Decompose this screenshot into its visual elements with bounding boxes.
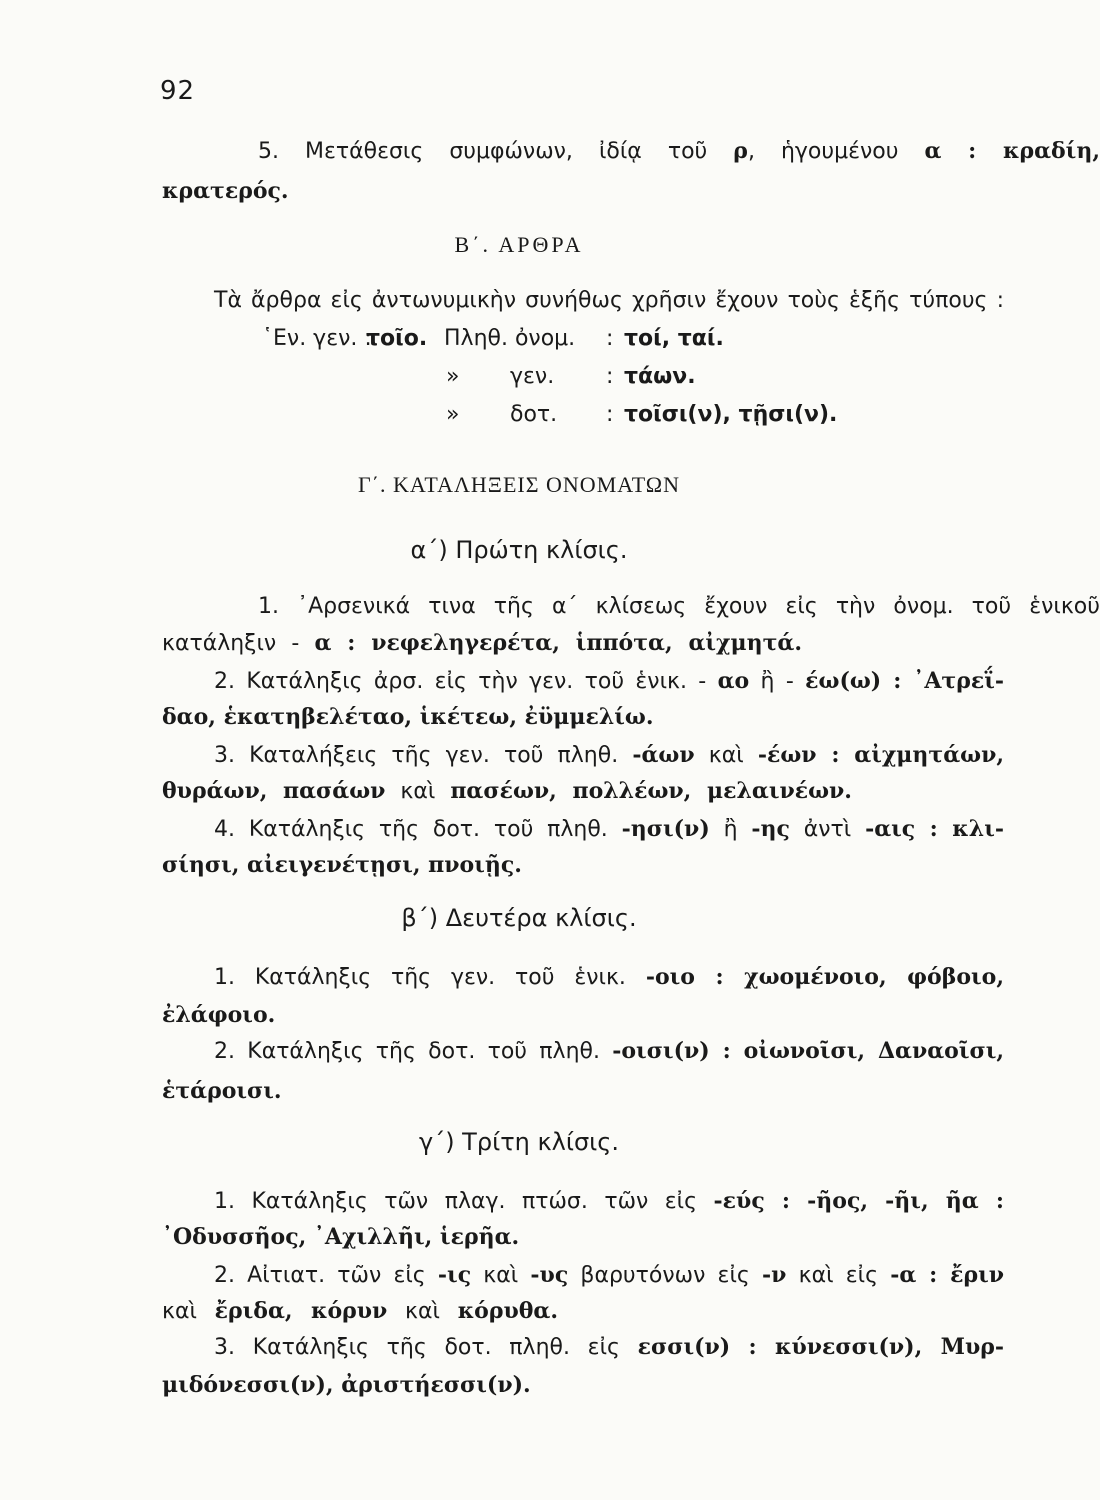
- bold-text: α : νεφεληγερέτα, ἱππότα, αἰχμητά.: [314, 630, 802, 656]
- bold-text: αο: [717, 668, 750, 694]
- first-item-1-line-1: 1. ᾿Αρσενικά τινα τῆς α΄ κλίσεως ἔχουν εἰς τὴν ὀνομ. τοῦ ἑνικοῦ: [258, 594, 1100, 619]
- paragraph-5-line-1: [258, 136, 1100, 167]
- bold-text: -ν: [762, 1262, 787, 1288]
- text: καὶ: [405, 1299, 440, 1324]
- text: 2. Κατάληξις τῆς δοτ. τοῦ πληθ.: [214, 1039, 600, 1064]
- subheading-first-declension: α΄) Πρώτη κλίσις.: [410, 536, 628, 564]
- cell: τοῖο.: [366, 326, 428, 351]
- text: ἀντὶ: [803, 817, 852, 842]
- bold-text: ᾿Οδυσσῆος, ᾿Αχιλλῆι, ἱερῆα.: [162, 1224, 520, 1250]
- text: 4. Κατάληξις τῆς δοτ. τοῦ πληθ.: [214, 817, 608, 842]
- section-heading-endings: Γ΄. ΚΑΤΑΛΗΞΕΙΣ ΟΝΟΜΑΤΩΝ: [358, 472, 680, 497]
- bold-text: κρατερός.: [162, 178, 289, 204]
- cell: »: [446, 364, 460, 389]
- third-item-3-line-1: [214, 1332, 1004, 1363]
- bold-text: -α : ἔριν: [890, 1262, 1005, 1288]
- cell: τοῖσι(ν), τῇσι(ν).: [624, 402, 838, 427]
- text: ἢ -: [760, 669, 794, 694]
- second-item-2-line-2: [162, 1076, 1004, 1107]
- text: καὶ: [162, 1299, 197, 1324]
- first-item-2-line-2: [162, 702, 1004, 733]
- cell: τάων.: [624, 364, 696, 389]
- cell: τοί, ταί.: [624, 326, 724, 351]
- bold-text: -έων : αἰχμητάων,: [757, 742, 1005, 768]
- bold-text: ἑτάροισι.: [162, 1078, 282, 1104]
- second-item-1-line-2: [162, 1000, 1004, 1031]
- bold-text: ρ: [733, 138, 748, 164]
- first-item-4-line-1: [214, 814, 1004, 845]
- cell: »: [446, 402, 460, 427]
- cell: :: [606, 402, 614, 427]
- cell: Πληθ. ὀνομ.: [444, 326, 576, 351]
- text: 1. Κατάληξις τῆς γεν. τοῦ ἑνικ.: [214, 965, 626, 990]
- third-item-3-line-2: [162, 1370, 1004, 1401]
- bold-text: -άων: [632, 742, 695, 768]
- text: καὶ: [708, 743, 744, 768]
- articles-intro: Τὰ ἄρθρα εἰς ἀντωνυμικὴν συνήθως χρῆσιν ἔχουν τοὺς ἑξῆς τύπους :: [214, 288, 1004, 313]
- second-item-2-line-1: [214, 1036, 1004, 1067]
- page-number: 92: [160, 76, 196, 106]
- bold-text: ἔριδα, κόρυν: [214, 1298, 388, 1324]
- text: κατάληξιν -: [162, 631, 300, 656]
- bold-text: -οισι(ν) : οἰωνοῖσι, Δαναοῖσι,: [612, 1038, 1004, 1064]
- text: καὶ: [400, 779, 436, 804]
- bold-text: δαο, ἑκατηβελέταο, ἱκέτεω, ἐϋμμελίω.: [162, 704, 654, 730]
- text: βαρυτόνων εἰς: [580, 1263, 750, 1288]
- cell: ῾Εν. γεν. :: [262, 326, 372, 351]
- cell: :: [606, 364, 614, 389]
- bold-text: εσσι(ν) : κύνεσσι(ν), Μυρ-: [637, 1334, 1004, 1360]
- text: , ἡγουμένου: [747, 139, 899, 164]
- paragraph-5-line-2: [162, 176, 1004, 207]
- text: 5. Μετάθεσις συμφώνων, ἰδίᾳ τοῦ: [258, 139, 708, 164]
- bold-text: μιδόνεσσι(ν), ἀριστήεσσι(ν).: [162, 1372, 531, 1398]
- first-item-2-line-1: [214, 666, 1004, 697]
- subheading-second-declension: β΄) Δευτέρα κλίσις.: [401, 904, 637, 932]
- first-item-4-line-2: [162, 850, 1004, 881]
- cell: δοτ.: [510, 402, 558, 427]
- bold-text: θυράων, πασάων: [162, 778, 386, 804]
- section-heading-articles: Β΄. ΑΡΘΡΑ: [454, 232, 584, 257]
- text: 3. Κατάληξις τῆς δοτ. πληθ. εἰς: [214, 1335, 620, 1360]
- text: ἢ: [723, 817, 738, 842]
- first-item-3-line-2: [162, 776, 852, 807]
- bold-text: -ης: [751, 816, 790, 842]
- first-item-1-line-2: [162, 628, 802, 659]
- bold-text: α : κραδίη,: [924, 138, 1100, 164]
- first-item-3-line-1: [214, 740, 1004, 771]
- bold-text: -ησι(ν): [621, 816, 710, 842]
- text: 1. Κατάληξις τῶν πλαγ. πτώσ. τῶν εἰς: [214, 1189, 698, 1214]
- bold-text: έω(ω) : ᾿Ατρεΐ-: [805, 668, 1004, 694]
- bold-text: -εύς : -ῆος, -ῆι, ῆα :: [713, 1188, 1004, 1214]
- third-item-1-line-2: [162, 1222, 1004, 1253]
- cell: :: [606, 326, 614, 351]
- bold-text: ἐλάφοιο.: [162, 1002, 276, 1028]
- text: 2. Αἰτιατ. τῶν εἰς: [214, 1263, 426, 1288]
- text: καὶ εἰς: [798, 1263, 878, 1288]
- bold-text: -οιο : χωομένοιο, φόβοιο,: [645, 964, 1004, 990]
- subheading-third-declension: γ΄) Τρίτη κλίσις.: [418, 1128, 619, 1156]
- text: 3. Καταλήξεις τῆς γεν. τοῦ πληθ.: [214, 743, 619, 768]
- bold-text: -υς: [530, 1262, 569, 1288]
- bold-text: σίησι, αἰειγενέτῃσι, πνοιῇς.: [162, 852, 522, 878]
- bold-text: κόρυθα.: [457, 1298, 559, 1324]
- bold-text: πασέων, πολλέων, μελαινέων.: [450, 778, 852, 804]
- third-item-2-line-1: [214, 1260, 1004, 1291]
- bold-text: -ις: [437, 1262, 472, 1288]
- third-item-1-line-1: [214, 1186, 1004, 1217]
- second-item-1-line-1: [214, 962, 1004, 993]
- bold-text: -αις : κλι-: [865, 816, 1005, 842]
- cell: γεν.: [510, 364, 555, 389]
- text: καὶ: [483, 1263, 519, 1288]
- text: 2. Κατάληξις ἀρσ. εἰς τὴν γεν. τοῦ ἑνικ. -: [214, 669, 707, 694]
- third-item-2-line-2: [162, 1296, 558, 1327]
